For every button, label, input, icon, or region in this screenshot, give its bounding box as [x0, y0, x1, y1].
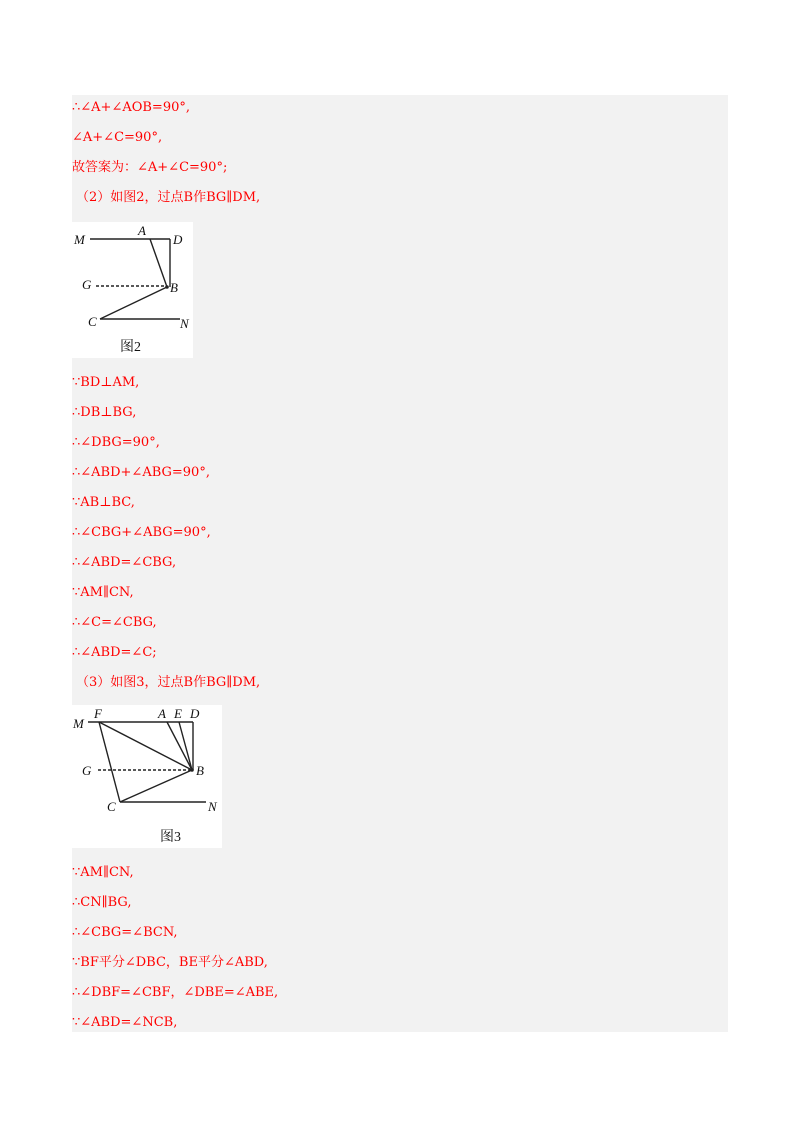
- figure-2-diagram: [72, 222, 193, 358]
- label-e: E: [174, 706, 182, 721]
- text-line: ∴∠ABD=∠C;: [72, 645, 157, 660]
- label-g: G: [82, 277, 92, 292]
- text-line: ∵∠ABD=∠NCB,: [72, 1015, 178, 1030]
- text-line: ∴∠CBG=∠BCN,: [72, 925, 178, 940]
- text-line: （3）如图3，过点B作BG∥DM,: [76, 675, 261, 690]
- label-n: N: [208, 799, 217, 814]
- label-c: C: [107, 799, 116, 814]
- text-line: ∴∠C=∠CBG,: [72, 615, 157, 630]
- text-line: ∴∠DBF=∠CBF，∠DBE=∠ABE,: [72, 985, 279, 1000]
- text-line: （2）如图2，过点B作BG∥DM,: [76, 190, 261, 205]
- text-line: ∴∠A+∠AOB=90°,: [72, 100, 191, 115]
- text-line: ∴∠CBG+∠ABG=90°,: [72, 525, 211, 540]
- text-line: ∴DB⊥BG,: [72, 405, 137, 420]
- figure-2: [72, 222, 193, 358]
- label-b: B: [196, 763, 204, 778]
- text-line: ∴∠DBG=90°,: [72, 435, 160, 450]
- text-line: ∴∠ABD+∠ABG=90°,: [72, 465, 210, 480]
- figure-3: [72, 705, 222, 848]
- label-d: D: [173, 232, 183, 247]
- text-line: ∠A+∠C=90°,: [72, 130, 163, 145]
- line-fc: [99, 722, 120, 802]
- text-line: ∵BF平分∠DBC，BE平分∠ABD,: [72, 955, 268, 970]
- label-m: M: [74, 232, 85, 247]
- label-f: F: [94, 706, 102, 721]
- text-line: ∵AM∥CN,: [72, 865, 134, 880]
- label-m: M: [73, 716, 84, 731]
- text-line: 故答案为：∠A+∠C=90°;: [72, 160, 228, 175]
- label-g: G: [82, 763, 92, 778]
- line-bc: [100, 287, 167, 319]
- label-n: N: [180, 316, 189, 331]
- text-line: ∴CN∥BG,: [72, 895, 132, 910]
- label-c: C: [88, 314, 97, 329]
- label-a: A: [138, 223, 146, 238]
- line-eb: [179, 722, 192, 770]
- label-d: D: [190, 706, 200, 721]
- label-b: B: [170, 280, 178, 295]
- line-bc: [120, 770, 192, 802]
- line-fb: [99, 722, 192, 770]
- label-a: A: [158, 706, 166, 721]
- text-line: ∴∠ABD=∠CBG,: [72, 555, 177, 570]
- figure-3-caption: 图3: [160, 830, 181, 845]
- text-line: ∵BD⊥AM,: [72, 375, 140, 390]
- line-ab: [150, 239, 167, 287]
- figure-2-caption: 图2: [120, 340, 141, 355]
- text-line: ∵AB⊥BC,: [72, 495, 135, 510]
- text-line: ∵AM∥CN,: [72, 585, 134, 600]
- figure-3-diagram: [72, 705, 222, 848]
